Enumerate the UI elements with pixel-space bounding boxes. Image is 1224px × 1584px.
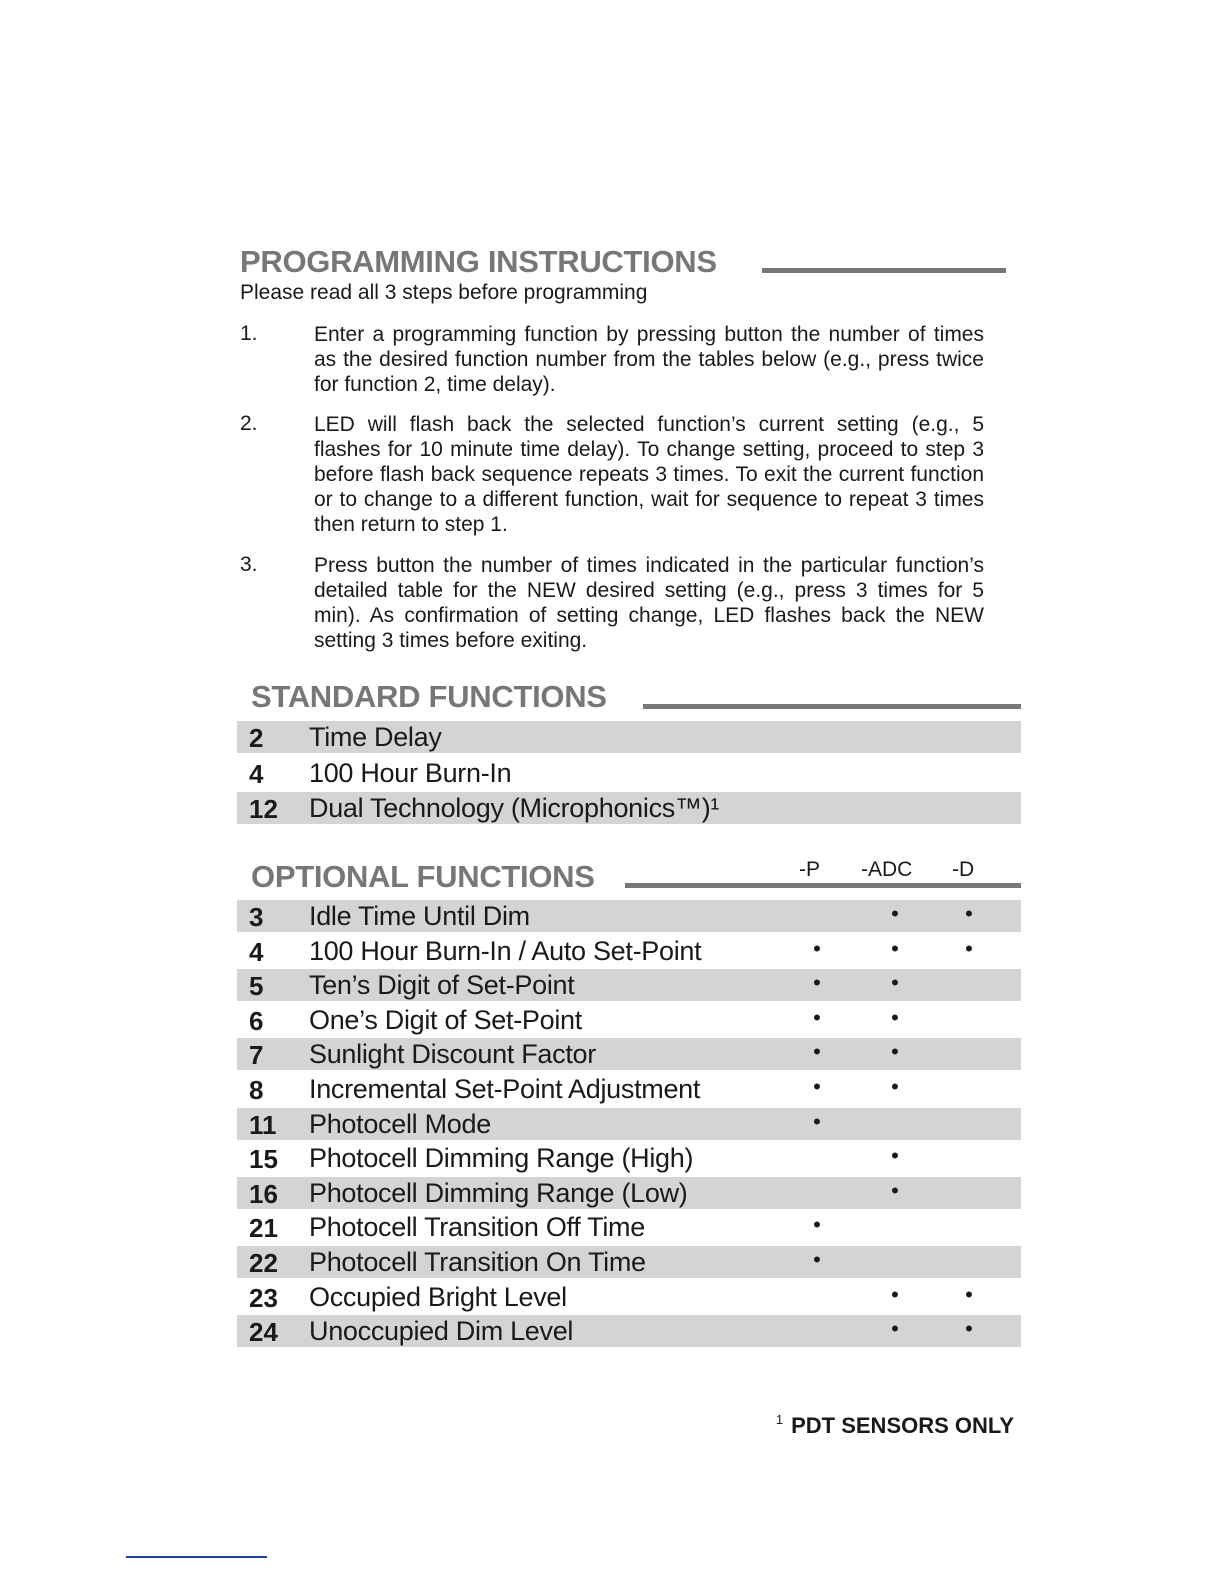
availability-bullet-adc: • <box>891 1074 899 1099</box>
availability-bullet-adc: • <box>891 901 899 926</box>
function-name: Incremental Set-Point Adjustment <box>309 1074 701 1104</box>
function-number: 22 <box>249 1248 278 1278</box>
function-number: 11 <box>249 1109 277 1140</box>
availability-bullet-adc: • <box>891 1177 899 1203</box>
function-number: 6 <box>249 1005 264 1036</box>
function-row <box>237 1108 1021 1140</box>
function-number: 16 <box>249 1178 278 1209</box>
step-text: LED will flash back the selected function’s current setting (e.g., 5 flashes for 10 minute time delay). To change setting, proceed to step 3 before flash back sequence repeats 3 times. To exit the current function or to change to a different function, wait for sequence to repeat 3 times then return to step 1. <box>314 413 984 536</box>
function-row <box>237 1073 1021 1105</box>
footnote-mark: 1 <box>775 1412 784 1427</box>
column-header-d: -D <box>952 858 975 881</box>
function-number: 21 <box>249 1213 278 1244</box>
footnote <box>776 1412 1014 1439</box>
function-name: 100 Hour Burn-In <box>309 757 512 788</box>
function-name: Ten’s Digit of Set-Point <box>309 970 575 1001</box>
function-name: Dual Technology (Microphonics™)¹ <box>309 793 720 823</box>
function-row <box>237 792 1021 824</box>
function-row <box>237 1004 1021 1036</box>
availability-bullet-d: • <box>965 935 973 961</box>
programming-title-rule <box>762 268 1006 273</box>
function-name: Photocell Transition On Time <box>309 1247 646 1277</box>
function-name: Photocell Mode <box>309 1108 491 1139</box>
footnote-text: PDT SENSORS ONLY <box>791 1413 1014 1438</box>
function-row <box>237 1315 1021 1347</box>
function-number: 7 <box>249 1040 264 1071</box>
step-number: 2. <box>240 412 258 435</box>
availability-bullet-p: • <box>813 1039 821 1065</box>
function-name: Occupied Bright Level <box>309 1281 567 1312</box>
standard-functions-rule <box>643 704 1021 709</box>
function-number: 4 <box>249 936 264 967</box>
function-name: Unoccupied Dim Level <box>309 1316 574 1347</box>
availability-bullet-d: • <box>965 1316 973 1342</box>
programming-title: PROGRAMMING INSTRUCTIONS <box>240 244 717 279</box>
function-number: 5 <box>249 971 264 1002</box>
function-number: 12 <box>249 794 278 824</box>
function-row <box>237 1211 1021 1243</box>
availability-bullet-p: • <box>813 1247 821 1272</box>
function-row <box>237 1038 1021 1070</box>
availability-bullet-p: • <box>813 1108 821 1134</box>
function-row <box>237 1177 1021 1209</box>
availability-bullet-p: • <box>813 935 821 961</box>
function-number: 2 <box>249 723 264 753</box>
availability-bullet-p: • <box>813 1074 821 1099</box>
optional-functions-rule <box>625 883 1021 888</box>
optional-functions-title: OPTIONAL FUNCTIONS <box>251 859 595 894</box>
function-row <box>237 935 1021 967</box>
bottom-divider <box>126 1556 267 1558</box>
function-row <box>237 1142 1021 1174</box>
column-header-adc: -ADC <box>861 858 913 881</box>
availability-bullet-adc: • <box>891 1316 899 1342</box>
availability-bullet-p: • <box>813 970 821 996</box>
step-number: 1. <box>240 322 258 345</box>
availability-bullet-adc: • <box>891 970 899 996</box>
programming-subtitle: Please read all 3 steps before programming <box>240 281 648 304</box>
availability-bullet-adc: • <box>891 935 899 961</box>
function-row <box>237 757 1021 789</box>
column-header-p: -P <box>799 858 820 881</box>
availability-bullet-p: • <box>813 1212 821 1238</box>
function-number: 23 <box>249 1282 278 1313</box>
availability-bullet-adc: • <box>891 1004 899 1030</box>
function-row <box>237 969 1021 1001</box>
availability-bullet-adc: • <box>891 1039 899 1065</box>
availability-bullet-adc: • <box>891 1281 899 1307</box>
step-number: 3. <box>240 553 258 576</box>
function-name: Sunlight Discount Factor <box>309 1039 596 1070</box>
standard-functions-title: STANDARD FUNCTIONS <box>251 679 607 714</box>
function-row <box>237 1246 1021 1278</box>
function-row <box>237 1281 1021 1313</box>
function-name: Photocell Dimming Range (High) <box>309 1143 694 1174</box>
function-row <box>237 900 1021 932</box>
function-name: Idle Time Until Dim <box>309 901 530 931</box>
function-number: 15 <box>249 1144 278 1175</box>
availability-bullet-p: • <box>813 1004 821 1030</box>
availability-bullet-d: • <box>965 1281 973 1307</box>
function-name: Photocell Dimming Range (Low) <box>309 1177 688 1208</box>
function-name: Photocell Transition Off Time <box>309 1212 645 1243</box>
availability-bullet-adc: • <box>891 1143 899 1169</box>
function-number: 3 <box>249 902 264 932</box>
function-number: 4 <box>249 758 264 789</box>
function-name: One’s Digit of Set-Point <box>309 1004 582 1035</box>
step-text: Enter a programming function by pressing button the number of times as the desired function number from the tables below (e.g., press twice for function 2, time delay). <box>314 323 984 396</box>
function-name: Time Delay <box>309 722 442 752</box>
function-name: 100 Hour Burn-In / Auto Set-Point <box>309 935 702 966</box>
function-number: 24 <box>249 1317 278 1348</box>
step-text: Press button the number of times indicated in the particular function’s detailed table for the NEW desired setting (e.g., press 3 times for 5 min). As confirmation of setting change, LED flashes back the NEW setting 3 times before exiting. <box>314 554 984 652</box>
function-row <box>237 721 1021 753</box>
function-number: 8 <box>249 1075 264 1105</box>
availability-bullet-d: • <box>965 901 973 926</box>
